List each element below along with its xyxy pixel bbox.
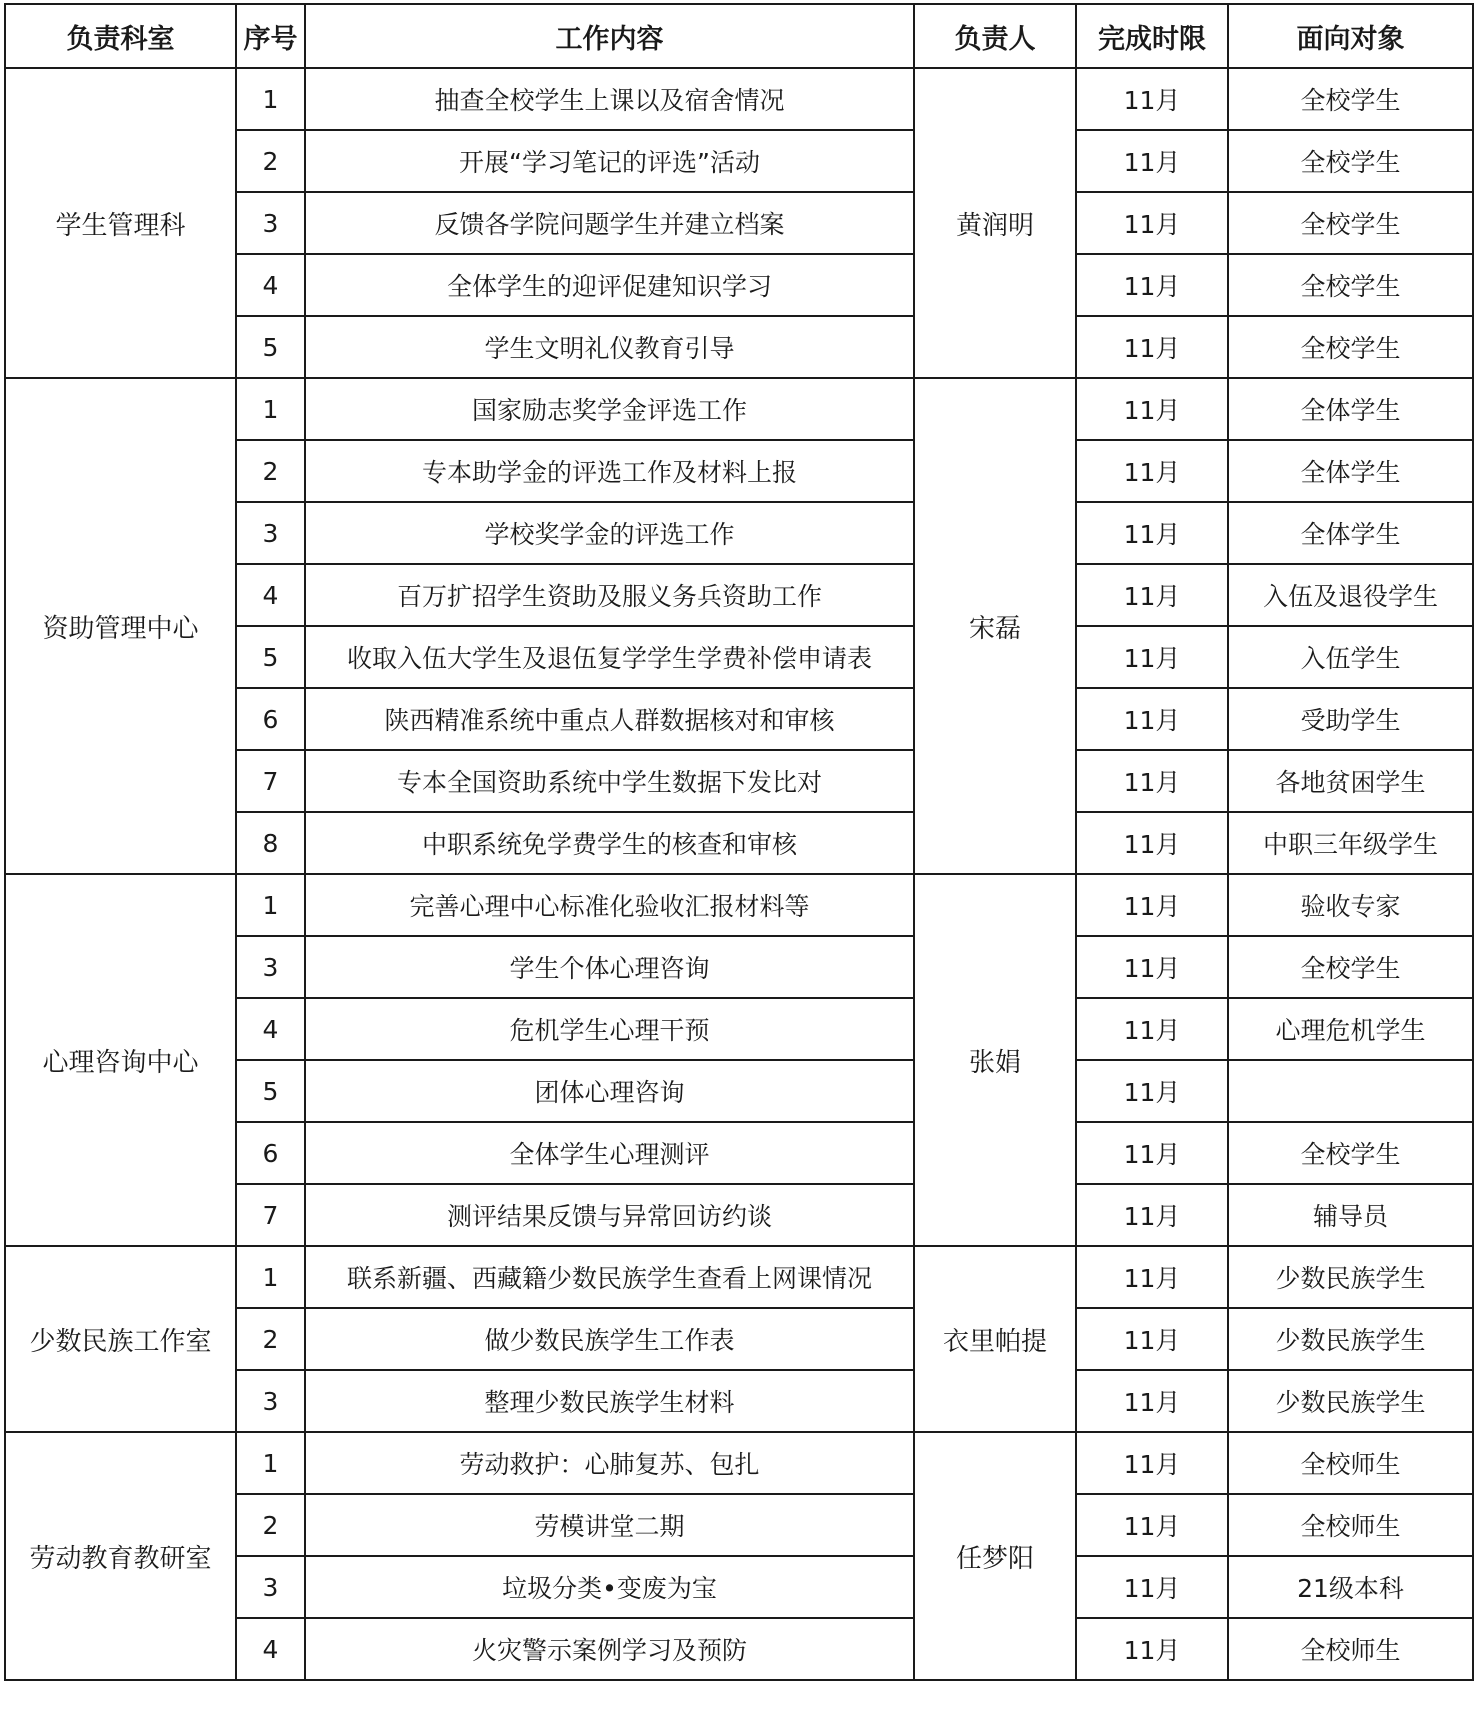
target-cell: 验收专家 (1228, 874, 1473, 936)
header-content: 工作内容 (305, 4, 914, 68)
target-cell: 全校师生 (1228, 1618, 1473, 1680)
deadline-cell: 11月 (1076, 1122, 1228, 1184)
deadline-cell: 11月 (1076, 1432, 1228, 1494)
target-cell: 全校学生 (1228, 1122, 1473, 1184)
work-content-cell: 专本全国资助系统中学生数据下发比对 (305, 750, 914, 812)
deadline-cell: 11月 (1076, 254, 1228, 316)
work-content-cell: 开展“学习笔记的评选”活动 (305, 130, 914, 192)
deadline-cell: 11月 (1076, 1246, 1228, 1308)
header-dept: 负责科室 (5, 4, 236, 68)
row-number-cell: 4 (236, 1618, 305, 1680)
work-content-cell: 反馈各学院问题学生并建立档案 (305, 192, 914, 254)
deadline-cell: 11月 (1076, 130, 1228, 192)
target-cell: 少数民族学生 (1228, 1308, 1473, 1370)
deadline-cell: 11月 (1076, 1184, 1228, 1246)
work-content-cell: 收取入伍大学生及退伍复学学生学费补偿申请表 (305, 626, 914, 688)
work-plan-table (4, 3, 1474, 1681)
header-owner: 负责人 (914, 4, 1076, 68)
target-cell: 全校学生 (1228, 130, 1473, 192)
owner-cell: 黄润明 (914, 68, 1076, 378)
deadline-cell: 11月 (1076, 1618, 1228, 1680)
target-cell: 21级本科 (1228, 1556, 1473, 1618)
row-number-cell: 1 (236, 1432, 305, 1494)
table-row (5, 1246, 1473, 1308)
deadline-cell: 11月 (1076, 316, 1228, 378)
target-cell: 全校师生 (1228, 1494, 1473, 1556)
work-content-cell: 专本助学金的评选工作及材料上报 (305, 440, 914, 502)
deadline-cell: 11月 (1076, 626, 1228, 688)
deadline-cell: 11月 (1076, 936, 1228, 998)
row-number-cell: 1 (236, 874, 305, 936)
dept-cell: 心理咨询中心 (5, 874, 236, 1246)
target-cell: 辅导员 (1228, 1184, 1473, 1246)
owner-cell: 衣里帕提 (914, 1246, 1076, 1432)
row-number-cell: 2 (236, 440, 305, 502)
work-content-cell: 百万扩招学生资助及服义务兵资助工作 (305, 564, 914, 626)
work-content-cell: 陕西精准系统中重点人群数据核对和审核 (305, 688, 914, 750)
row-number-cell: 3 (236, 936, 305, 998)
header-row (5, 4, 1473, 68)
row-number-cell: 4 (236, 254, 305, 316)
deadline-cell: 11月 (1076, 688, 1228, 750)
deadline-cell: 11月 (1076, 378, 1228, 440)
work-content-cell: 中职系统免学费学生的核查和审核 (305, 812, 914, 874)
owner-cell: 张娟 (914, 874, 1076, 1246)
target-cell: 各地贫困学生 (1228, 750, 1473, 812)
row-number-cell: 7 (236, 750, 305, 812)
header-deadline: 完成时限 (1076, 4, 1228, 68)
table-row (5, 68, 1473, 130)
work-content-cell: 测评结果反馈与异常回访约谈 (305, 1184, 914, 1246)
work-content-cell: 团体心理咨询 (305, 1060, 914, 1122)
row-number-cell: 2 (236, 1494, 305, 1556)
work-content-cell: 火灾警示案例学习及预防 (305, 1618, 914, 1680)
work-content-cell: 学生个体心理咨询 (305, 936, 914, 998)
deadline-cell: 11月 (1076, 1494, 1228, 1556)
row-number-cell: 1 (236, 1246, 305, 1308)
row-number-cell: 8 (236, 812, 305, 874)
work-content-cell: 国家励志奖学金评选工作 (305, 378, 914, 440)
row-number-cell: 1 (236, 68, 305, 130)
deadline-cell: 11月 (1076, 1370, 1228, 1432)
work-content-cell: 劳动救护：心肺复苏、包扎 (305, 1432, 914, 1494)
table-row (5, 1432, 1473, 1494)
header-no: 序号 (236, 4, 305, 68)
deadline-cell: 11月 (1076, 1060, 1228, 1122)
deadline-cell: 11月 (1076, 192, 1228, 254)
table-row (5, 378, 1473, 440)
dept-cell: 资助管理中心 (5, 378, 236, 874)
deadline-cell: 11月 (1076, 874, 1228, 936)
row-number-cell: 4 (236, 998, 305, 1060)
row-number-cell: 3 (236, 1370, 305, 1432)
target-cell: 全体学生 (1228, 502, 1473, 564)
work-content-cell: 整理少数民族学生材料 (305, 1370, 914, 1432)
owner-cell: 任梦阳 (914, 1432, 1076, 1680)
row-number-cell: 1 (236, 378, 305, 440)
target-cell: 全校学生 (1228, 68, 1473, 130)
row-number-cell: 5 (236, 626, 305, 688)
target-cell: 中职三年级学生 (1228, 812, 1473, 874)
work-content-cell: 联系新疆、西藏籍少数民族学生查看上网课情况 (305, 1246, 914, 1308)
target-cell: 少数民族学生 (1228, 1246, 1473, 1308)
owner-cell: 宋磊 (914, 378, 1076, 874)
work-content-cell: 完善心理中心标准化验收汇报材料等 (305, 874, 914, 936)
target-cell: 全校学生 (1228, 192, 1473, 254)
work-content-cell: 全体学生心理测评 (305, 1122, 914, 1184)
deadline-cell: 11月 (1076, 812, 1228, 874)
target-cell: 全校师生 (1228, 1432, 1473, 1494)
target-cell: 入伍及退役学生 (1228, 564, 1473, 626)
row-number-cell: 2 (236, 1308, 305, 1370)
row-number-cell: 4 (236, 564, 305, 626)
deadline-cell: 11月 (1076, 1308, 1228, 1370)
target-cell: 少数民族学生 (1228, 1370, 1473, 1432)
work-content-cell: 抽查全校学生上课以及宿舍情况 (305, 68, 914, 130)
deadline-cell: 11月 (1076, 1556, 1228, 1618)
dept-cell: 劳动教育教研室 (5, 1432, 236, 1680)
deadline-cell: 11月 (1076, 68, 1228, 130)
row-number-cell: 6 (236, 688, 305, 750)
deadline-cell: 11月 (1076, 440, 1228, 502)
row-number-cell: 6 (236, 1122, 305, 1184)
target-cell: 全体学生 (1228, 378, 1473, 440)
row-number-cell: 5 (236, 1060, 305, 1122)
header-target: 面向对象 (1228, 4, 1473, 68)
target-cell: 全体学生 (1228, 440, 1473, 502)
deadline-cell: 11月 (1076, 750, 1228, 812)
target-cell: 受助学生 (1228, 688, 1473, 750)
deadline-cell: 11月 (1076, 564, 1228, 626)
target-cell: 全校学生 (1228, 936, 1473, 998)
row-number-cell: 3 (236, 192, 305, 254)
dept-cell: 少数民族工作室 (5, 1246, 236, 1432)
work-content-cell: 全体学生的迎评促建知识学习 (305, 254, 914, 316)
target-cell: 全校学生 (1228, 254, 1473, 316)
row-number-cell: 3 (236, 1556, 305, 1618)
deadline-cell: 11月 (1076, 998, 1228, 1060)
table-row (5, 874, 1473, 936)
row-number-cell: 3 (236, 502, 305, 564)
row-number-cell: 7 (236, 1184, 305, 1246)
target-cell: 入伍学生 (1228, 626, 1473, 688)
work-content-cell: 学生文明礼仪教育引导 (305, 316, 914, 378)
target-cell (1228, 1060, 1473, 1122)
work-content-cell: 危机学生心理干预 (305, 998, 914, 1060)
target-cell: 全校学生 (1228, 316, 1473, 378)
work-content-cell: 学校奖学金的评选工作 (305, 502, 914, 564)
work-content-cell: 垃圾分类•变废为宝 (305, 1556, 914, 1618)
deadline-cell: 11月 (1076, 502, 1228, 564)
row-number-cell: 5 (236, 316, 305, 378)
target-cell: 心理危机学生 (1228, 998, 1473, 1060)
row-number-cell: 2 (236, 130, 305, 192)
work-content-cell: 劳模讲堂二期 (305, 1494, 914, 1556)
dept-cell: 学生管理科 (5, 68, 236, 378)
work-content-cell: 做少数民族学生工作表 (305, 1308, 914, 1370)
